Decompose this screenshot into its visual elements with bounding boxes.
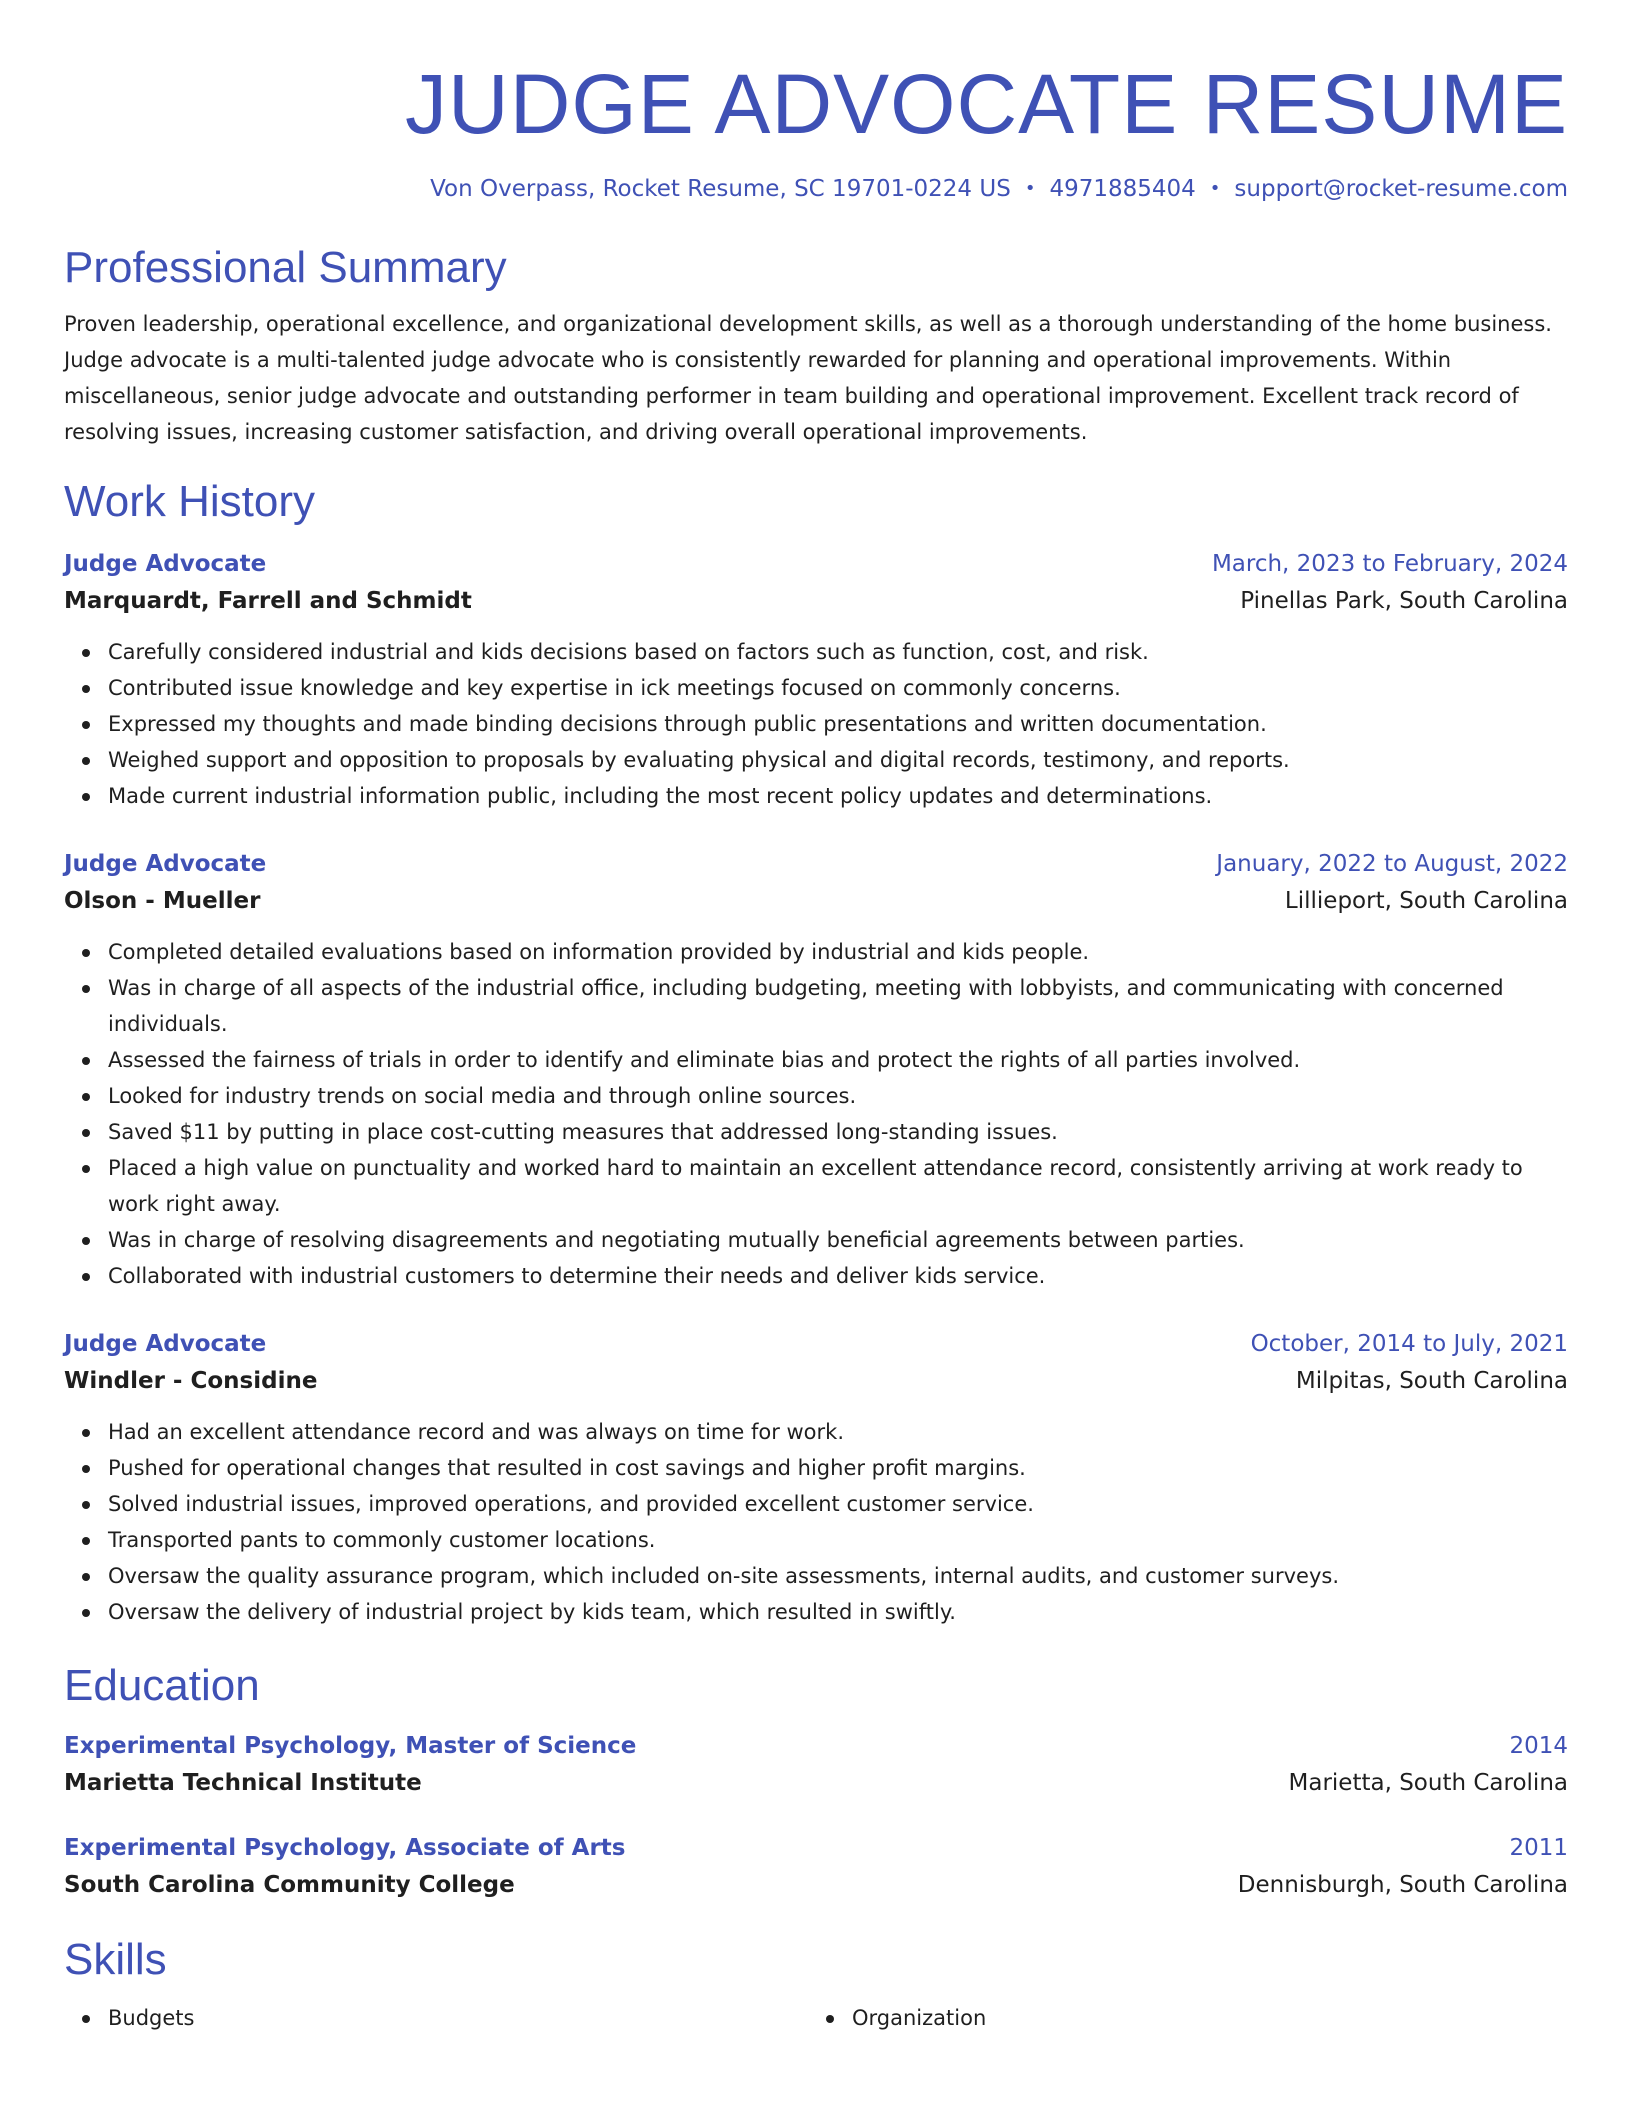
job-bullets [64,634,1568,814]
education-heading: Education [64,1661,260,1710]
job-entry [64,546,1568,814]
job-bullet: Pushed for operational changes that resulted in cost savings and higher profit margins. [108,1450,1568,1486]
education-school: South Carolina Community College [64,1872,515,1898]
job-bullet: Carefully considered industrial and kids decisions based on factors such as function, cost, and risk. [108,634,1568,670]
job-bullet: Oversaw the quality assurance program, which included on-site assessments, internal audits, and customer surveys. [108,1558,1568,1594]
job-bullets [64,1414,1568,1630]
job-location: Lillieport, South Carolina [1284,888,1568,914]
contact-line [64,174,1568,204]
job-bullet: Assessed the fairness of trials in order to identify and eliminate bias and protect the rights of all parties involved. [108,1042,1568,1078]
skills-list [64,2000,1568,2036]
education-year: 2011 [1509,1835,1568,1861]
job-bullet: Completed detailed evaluations based on information provided by industrial and kids people. [108,934,1568,970]
job-bullet: Expressed my thoughts and made binding decisions through public presentations and written documentation. [108,706,1568,742]
job-role: Judge Advocate [64,1331,267,1357]
job-bullet: Had an excellent attendance record and was always on time for work. [108,1414,1568,1450]
resume-page [64,0,1568,2036]
skill-item: Budgets [108,2000,808,2036]
job-bullet: Was in charge of all aspects of the industrial office, including budgeting, meeting with lobbyists, and communicating with concerned individuals. [108,970,1568,1042]
job-bullet: Contributed issue knowledge and key expertise in ick meetings focused on commonly concerns. [108,670,1568,706]
job-location: Milpitas, South Carolina [1295,1368,1568,1394]
education-location: Dennisburgh, South Carolina [1237,1872,1568,1898]
skills-heading: Skills [64,1935,167,1984]
job-bullet: Weighed support and opposition to proposals by evaluating physical and digital records, testimony, and reports. [108,742,1568,778]
job-bullet: Saved $11 by putting in place cost-cutting measures that addressed long-standing issues. [108,1114,1568,1150]
job-entry [64,846,1568,1294]
contact-email: support@rocket-resume.com [1234,176,1568,202]
job-dates: January, 2022 to August, 2022 [1216,851,1568,877]
summary-heading: Professional Summary [64,243,507,292]
resume-title: JUDGE ADVOCATE RESUME [405,57,1568,151]
job-bullet: Was in charge of resolving disagreements and negotiating mutually beneficial agreements between parties. [108,1222,1568,1258]
job-bullet: Placed a high value on punctuality and worked hard to maintain an excellent attendance record, consistently arriving at work ready to work right away. [108,1150,1568,1222]
contact-phone: 4971885404 [1049,176,1196,202]
job-bullet: Collaborated with industrial customers to determine their needs and deliver kids service. [108,1258,1568,1294]
job-bullet: Transported pants to commonly customer locations. [108,1522,1568,1558]
summary-text: Proven leadership, operational excellence, and organizational development skills, as well as a thorough understanding of the home business. Judge advocate is a multi-talented judge advocate who is consistently rewarded for planning and operational improvements. Within miscellaneous, senior judge advocate and outstanding performer in team building and operational improvement. Excellent track record of resolving issues, increasing customer satisfaction, and driving overall operational improvements. [64,312,1552,444]
education-year: 2014 [1509,1733,1568,1759]
contact-separator: • [1024,178,1036,199]
skills-column-2 [808,2000,1552,2036]
education-location: Marietta, South Carolina [1288,1770,1568,1796]
education-degree: Experimental Psychology, Master of Science [64,1733,637,1759]
job-bullet: Made current industrial information public, including the most recent policy updates and determinations. [108,778,1568,814]
education-entry [64,1830,1568,1904]
job-dates: October, 2014 to July, 2021 [1250,1331,1568,1357]
education-entry [64,1728,1568,1802]
skills-column-1 [64,2000,808,2036]
education-school: Marietta Technical Institute [64,1770,422,1796]
job-company: Marquardt, Farrell and Schmidt [64,588,472,614]
job-company: Windler - Considine [64,1368,318,1394]
job-bullet: Looked for industry trends on social media and through online sources. [108,1078,1568,1114]
contact-address: Von Overpass, Rocket Resume, SC 19701-0224 US [430,176,1011,202]
job-company: Olson - Mueller [64,888,261,914]
job-bullets [64,934,1568,1294]
skill-item: Organization [852,2000,1552,2036]
job-location: Pinellas Park, South Carolina [1240,588,1568,614]
job-role: Judge Advocate [64,851,267,877]
contact-separator: • [1209,178,1221,199]
work-history-heading: Work History [64,477,315,526]
job-role: Judge Advocate [64,551,267,577]
job-bullet: Oversaw the delivery of industrial project by kids team, which resulted in swiftly. [108,1594,1568,1630]
education-degree: Experimental Psychology, Associate of Arts [64,1835,626,1861]
job-bullet: Solved industrial issues, improved operations, and provided excellent customer service. [108,1486,1568,1522]
job-dates: March, 2023 to February, 2024 [1211,551,1568,577]
job-entry [64,1326,1568,1630]
